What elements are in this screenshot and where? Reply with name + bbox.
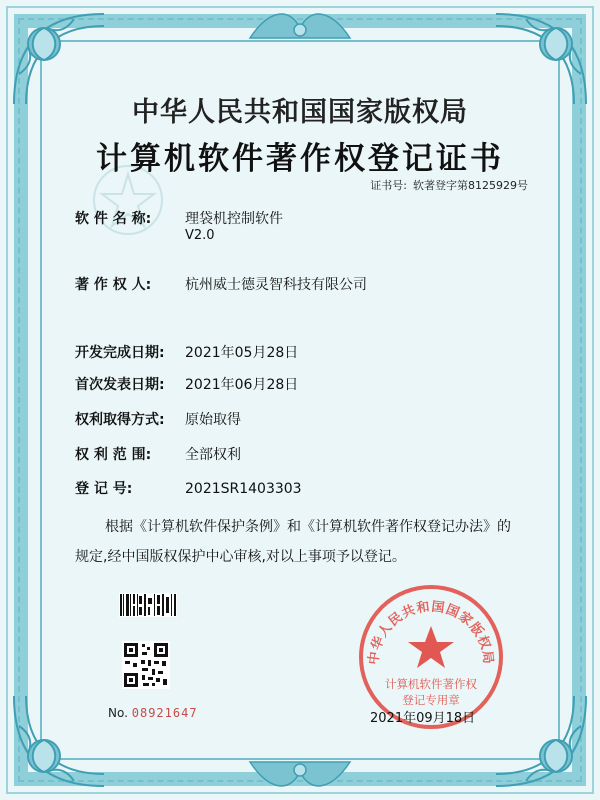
field-publication-date (75, 374, 298, 394)
seal-inner-line1: 计算机软件著作权 (385, 677, 477, 691)
field-completion-date (75, 342, 298, 362)
field-label: 开发完成日期: (75, 345, 165, 361)
serial-prefix: No. (108, 706, 128, 720)
field-value: 杭州威士德灵智科技有限公司 (185, 277, 367, 293)
field-software-name (75, 208, 283, 228)
serial-value: 08921647 (131, 706, 198, 720)
qr-code (122, 641, 170, 689)
certificate-number-value: 软著登字第8125929号 (413, 179, 528, 192)
field-label: 著 作 权 人: (75, 277, 152, 293)
issue-date: 2021年09月18日 (370, 711, 476, 726)
serial-number (108, 706, 198, 720)
field-value: 理袋机控制软件 (185, 211, 283, 227)
certificate-title: 计算机软件著作权登记证书 (96, 141, 504, 177)
field-registration-number (75, 478, 302, 498)
field-label: 权利取得方式: (75, 412, 165, 428)
field-value: 2021年06月28日 (185, 377, 299, 393)
statement-paragraph (75, 512, 535, 572)
statement-line: 规定,经中国版权保护中心审核,对以上事项予以登记。 (75, 549, 406, 565)
field-copyright-owner (75, 274, 367, 294)
seal-ring-text: 中华人民共和国国家版权局 (366, 599, 496, 666)
barcode (119, 593, 177, 617)
software-version: V2.0 (185, 228, 215, 243)
top-center-ornament (240, 8, 360, 48)
seal-inner-line2: 登记专用章 (402, 693, 460, 707)
field-value: 2021年05月28日 (185, 345, 299, 361)
field-acquisition-method (75, 409, 241, 429)
field-value: 2021SR1403303 (185, 481, 302, 497)
certificate-number-label: 证书号: (370, 179, 407, 192)
field-label: 登 记 号: (75, 481, 133, 497)
field-label: 权 利 范 围: (75, 447, 152, 463)
certificate-number (370, 177, 528, 193)
field-label: 软 件 名 称: (75, 211, 152, 227)
field-value: 原始取得 (185, 412, 241, 428)
field-label: 首次发表日期: (75, 377, 165, 393)
statement-line: 根据《计算机软件保护条例》和《计算机软件著作权登记办法》的 (105, 519, 511, 535)
bottom-center-ornament (240, 752, 360, 792)
agency-heading: 中华人民共和国国家版权局 (132, 97, 468, 128)
field-rights-scope (75, 444, 241, 464)
field-value: 全部权利 (185, 447, 241, 463)
corner-ornament (4, 686, 114, 796)
